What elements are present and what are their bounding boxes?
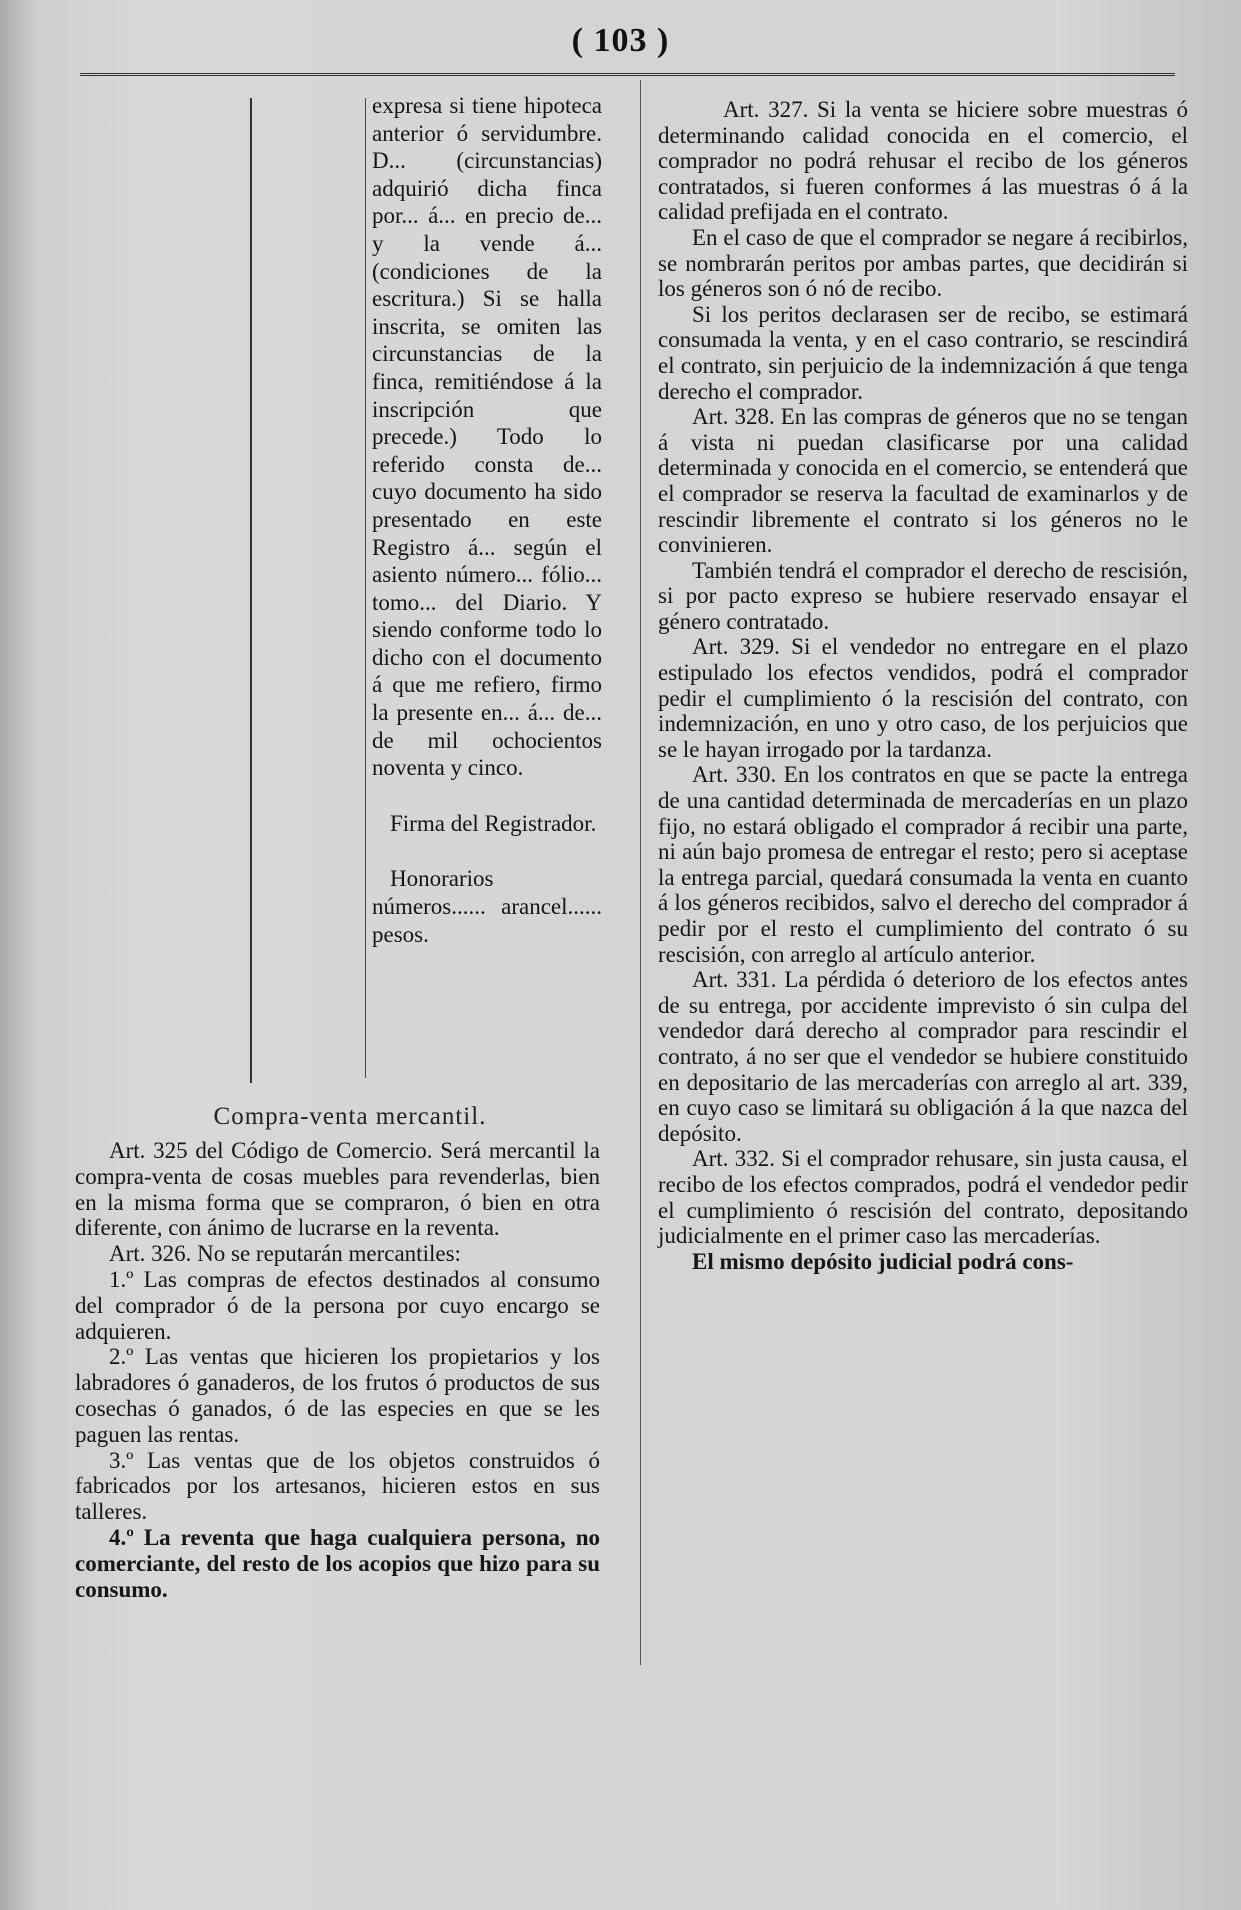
right-column — [658, 97, 1188, 1274]
article-331: Art. 331. La pérdida ó deterioro de los efectos antes de su entrega, por accidente imprevisto ó sin culpa del vendedor dará derecho al comprador para rescindir el contrato, á no ser que el vendedor se hubiere constituido en depositario de las mercaderías con arreglo al art. 339, en cuyo caso se limitará su obligación á la que nazca del depósito. — [658, 967, 1188, 1146]
article-330: Art. 330. En los contratos en que se pacte la entrega de una cantidad determinada de mercaderías en un plazo fijo, no estará obligado el comprador á recibir una parte, ni aún bajo promesa de entregar el resto; pero si aceptase la entrega parcial, quedará consumada la venta en cuanto á los géneros recibidos, salvo el derecho del comprador á pedir por el resto el cumplimiento del contrato ó su rescisión, con arreglo al artículo anterior. — [658, 762, 1188, 967]
article-332: Art. 332. Si el comprador rehusare, sin justa causa, el recibo de los efectos comprados, podrá el vendedor pedir el cumplimiento ó rescisión del contrato, depositando judicialmente en el primer caso las mercaderías. — [658, 1146, 1188, 1249]
left-column — [75, 1138, 600, 1602]
header-rule — [80, 73, 1175, 76]
page-number: ( 103 ) — [571, 22, 670, 59]
article-327: Art. 327. Si la venta se hiciere sobre muestras ó determinando calidad conocida en el comercio, el comprador no podrá rehusar el recibo de los géneros contratados, si fueren conformes á las muestras ó á la calidad prefijada en el contrato. — [658, 97, 1188, 225]
form-body-text: expresa si tiene hipoteca anterior ó servidumbre. D... (circunstancias) adquirió dicha finca por... á... en precio de... y la vende á... (condiciones de la escritura.) Si se halla inscrita, se omiten las circunstancias de la finca, remitiéndose á la inscripción que precede.) Todo lo referido consta de... cuyo documento ha sido presentado en este Registro á... según el asiento número... fólio... tomo... del Diario. Y siendo conforme todo lo dicho con el documento á que me refiero, firmo la presente en... á... de... de mil ochocientos noventa y cinco. — [372, 93, 602, 781]
article-326: Art. 326. No se reputarán mercantiles: — [109, 1241, 461, 1267]
article-332-para-2: El mismo depósito judicial podrá cons- — [692, 1248, 1074, 1274]
article-328: Art. 328. En las compras de géneros que no se tengan á vista ni puedan clasificarse por una calidad determinada y conocida en el comercio, se entenderá que el comprador se reserva la facultad de examinarlos y de rescindir libremente el contrato si los géneros no le convinieren. — [658, 404, 1188, 558]
article-326-item-3: 3.º Las ventas que de los objetos construidos ó fabricados por los artesanos, hicieren estos en sus talleres. — [75, 1447, 600, 1525]
article-326-item-4: 4.º La reventa que haga cualquiera persona, no comerciante, del resto de los acopios que hizo para su consumo. — [75, 1524, 600, 1602]
article-328-para-2: También tendrá el comprador el derecho de rescisión, si por pacto expreso se hubiere reservado ensayar el género contratado. — [658, 557, 1188, 634]
article-327-para-3: Si los peritos declarasen ser de recibo, se estimará consumada la venta, y en el caso contrario, se rescindirá el contrato, sin perjuicio de la indemnización á que tenga derecho el comprador. — [658, 301, 1188, 404]
article-326-item-1: 1.º Las compras de efectos destinados al consumo del comprador ó de la persona por cuyo encargo se adquieren. — [75, 1266, 600, 1344]
article-325: Art. 325 del Código de Comercio. Será mercantil la compra-venta de cosas muebles para revenderlas, bien en la misma forma que se compraron, ó bien en otra diferente, con ánimo de lucrarse en la reventa. — [75, 1138, 600, 1241]
form-inner-line — [365, 98, 366, 1078]
article-326-item-2: 2.º Las ventas que hicieren los propietarios y los labradores ó ganaderos, de los frutos ó productos de sus cosechas ó ganados, ó de las especies en que se les paguen las rentas. — [75, 1344, 600, 1447]
column-divider — [640, 80, 641, 1665]
article-327-para-2: En el caso de que el comprador se negare á recibirlos, se nombrarán peritos por ambas partes, que decidirán si los géneros son ó nó de recibo. — [658, 224, 1188, 302]
form-margin-line — [250, 98, 252, 1083]
section-title: Compra-venta mercantil. — [213, 1103, 487, 1130]
form-signature: Firma del Registrador. — [390, 810, 597, 836]
article-329: Art. 329. Si el vendedor no entregare en el plazo estipulado los efectos vendidos, podrá el comprador pedir el cumplimiento ó la rescisión del contrato, con indemnización, en uno y otro caso, de los perjuicios que se le hayan irrogado por la tardanza. — [658, 634, 1188, 762]
form-fees: Honorarios números...... arancel...... pesos. — [372, 866, 602, 947]
registry-form-template — [372, 92, 602, 948]
